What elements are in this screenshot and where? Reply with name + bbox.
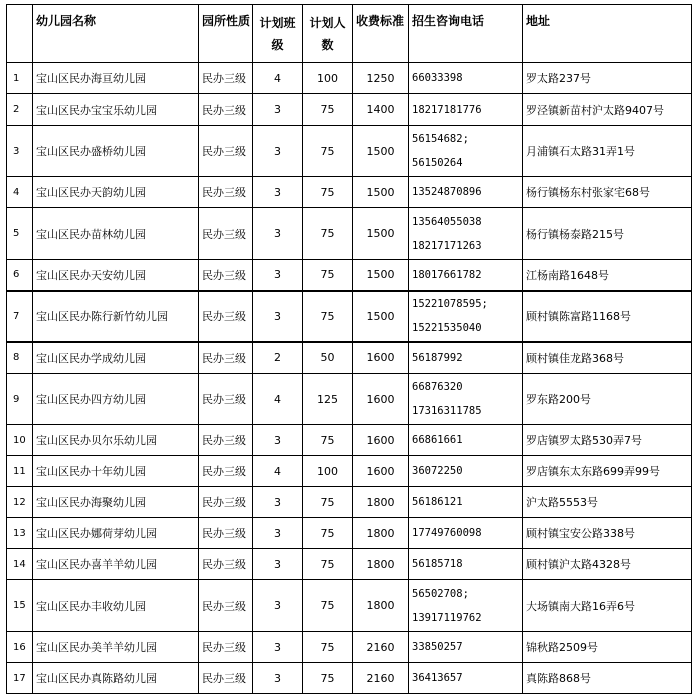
consult-phone [409, 549, 523, 580]
consult-phone [409, 663, 523, 694]
phone-number: 66876320 [412, 381, 463, 393]
fee-standard: 1600 [353, 374, 409, 425]
planned-people: 75 [303, 580, 353, 632]
phone-number: 18217181776 [412, 103, 482, 116]
fee-standard: 1800 [353, 580, 409, 632]
kindergarten-type: 民办三级 [199, 374, 253, 425]
table-row [7, 126, 692, 177]
planned-classes: 3 [253, 208, 303, 260]
table-row [7, 374, 692, 425]
phone-number: 56186121 [412, 496, 463, 508]
header-people [303, 5, 353, 63]
kindergarten-name: 宝山区民办海聚幼儿园 [33, 487, 199, 518]
kindergarten-type: 民办三级 [199, 260, 253, 291]
planned-classes: 3 [253, 549, 303, 580]
row-number: 7 [7, 291, 33, 342]
table-row [7, 425, 692, 456]
planned-classes: 4 [253, 374, 303, 425]
consult-phone [409, 342, 523, 374]
planned-people: 75 [303, 126, 353, 177]
fee-standard: 1500 [353, 126, 409, 177]
phone-number: 33850257 [412, 641, 463, 653]
row-number: 5 [7, 208, 33, 260]
planned-people: 75 [303, 663, 353, 694]
address: 真陈路868号 [523, 663, 692, 694]
planned-people: 75 [303, 94, 353, 126]
phone-number: 56154682; [412, 133, 469, 145]
phone-number: 15221535040 [412, 322, 482, 334]
kindergarten-name: 宝山区民办海亘幼儿园 [33, 63, 199, 94]
kindergarten-type: 民办三级 [199, 663, 253, 694]
address: 月浦镇石太路31弄1号 [523, 126, 692, 177]
consult-phone [409, 487, 523, 518]
planned-people: 50 [303, 342, 353, 374]
address: 罗东路200号 [523, 374, 692, 425]
phone-number: 56502708; [412, 587, 469, 600]
kindergarten-name: 宝山区民办贝尔乐幼儿园 [33, 425, 199, 456]
kindergarten-type: 民办三级 [199, 208, 253, 260]
address: 顾村镇佳龙路368号 [523, 342, 692, 374]
planned-classes: 3 [253, 663, 303, 694]
kindergarten-name: 宝山区民办宝宝乐幼儿园 [33, 94, 199, 126]
fee-standard: 1500 [353, 177, 409, 208]
planned-people: 125 [303, 374, 353, 425]
header-name: 幼儿园名称 [33, 5, 199, 63]
row-number: 17 [7, 663, 33, 694]
kindergarten-type: 民办三级 [199, 425, 253, 456]
kindergarten-type: 民办三级 [199, 177, 253, 208]
consult-phone [409, 177, 523, 208]
consult-phone [409, 126, 523, 177]
row-number: 11 [7, 456, 33, 487]
address: 罗泾镇新苗村沪太路9407号 [523, 94, 692, 126]
header-classes-line1: 计划班 [259, 15, 296, 30]
table-row [7, 580, 692, 632]
header-classes-line2: 级 [271, 37, 284, 52]
kindergarten-name: 宝山区民办娜荷芽幼儿园 [33, 518, 199, 549]
header-index [7, 5, 33, 63]
table-row [7, 549, 692, 580]
table-row [7, 663, 692, 694]
kindergarten-name: 宝山区民办盛桥幼儿园 [33, 126, 199, 177]
fee-standard: 1800 [353, 549, 409, 580]
kindergarten-table [6, 4, 692, 694]
planned-people: 100 [303, 456, 353, 487]
row-number: 9 [7, 374, 33, 425]
phone-number: 56187992 [412, 351, 463, 364]
phone-number: 17316311785 [412, 405, 482, 417]
row-number: 4 [7, 177, 33, 208]
table-row [7, 518, 692, 549]
fee-standard: 1500 [353, 291, 409, 342]
fee-standard: 2160 [353, 632, 409, 663]
table-row [7, 456, 692, 487]
phone-number: 56150264 [412, 157, 463, 169]
kindergarten-type: 民办三级 [199, 342, 253, 374]
table-row [7, 63, 692, 94]
planned-people: 75 [303, 260, 353, 291]
fee-standard: 1600 [353, 425, 409, 456]
planned-classes: 3 [253, 260, 303, 291]
row-number: 2 [7, 94, 33, 126]
kindergarten-name: 宝山区民办天韵幼儿园 [33, 177, 199, 208]
phone-number: 13524870896 [412, 186, 482, 198]
fee-standard: 1600 [353, 342, 409, 374]
planned-classes: 3 [253, 177, 303, 208]
fee-standard: 1250 [353, 63, 409, 94]
fee-standard: 1800 [353, 518, 409, 549]
planned-people: 75 [303, 177, 353, 208]
consult-phone [409, 518, 523, 549]
kindergarten-name: 宝山区民办陈行新竹幼儿园 [33, 291, 199, 342]
consult-phone [409, 208, 523, 260]
planned-classes: 4 [253, 63, 303, 94]
kindergarten-name: 宝山区民办喜羊羊幼儿园 [33, 549, 199, 580]
planned-people: 75 [303, 487, 353, 518]
planned-classes: 2 [253, 342, 303, 374]
fee-standard: 1500 [353, 208, 409, 260]
consult-phone [409, 580, 523, 632]
fee-standard: 2160 [353, 663, 409, 694]
kindergarten-name: 宝山区民办四方幼儿园 [33, 374, 199, 425]
header-phone: 招生咨询电话 [409, 5, 523, 63]
header-row [7, 5, 692, 63]
phone-number: 15221078595; [412, 298, 488, 310]
header-classes [253, 5, 303, 63]
address: 顾村镇沪太路4328号 [523, 549, 692, 580]
fee-standard: 1600 [353, 456, 409, 487]
address: 顾村镇陈富路1168号 [523, 291, 692, 342]
consult-phone [409, 94, 523, 126]
planned-people: 100 [303, 63, 353, 94]
planned-people: 75 [303, 632, 353, 663]
kindergarten-name: 宝山区民办真陈路幼儿园 [33, 663, 199, 694]
table-row [7, 632, 692, 663]
planned-people: 75 [303, 208, 353, 260]
kindergarten-type: 民办三级 [199, 456, 253, 487]
kindergarten-name: 宝山区民办苗林幼儿园 [33, 208, 199, 260]
phone-number: 17749760098 [412, 527, 482, 539]
kindergarten-type: 民办三级 [199, 518, 253, 549]
consult-phone [409, 456, 523, 487]
phone-number: 13917119762 [412, 611, 482, 624]
address: 锦秋路2509号 [523, 632, 692, 663]
consult-phone [409, 425, 523, 456]
table-row [7, 177, 692, 208]
header-people-line2: 数 [321, 37, 334, 52]
kindergarten-type: 民办三级 [199, 126, 253, 177]
kindergarten-type: 民办三级 [199, 632, 253, 663]
planned-classes: 3 [253, 126, 303, 177]
kindergarten-name: 宝山区民办美羊羊幼儿园 [33, 632, 199, 663]
phone-number: 56185718 [412, 558, 463, 570]
table-body [7, 63, 692, 694]
consult-phone [409, 63, 523, 94]
phone-number: 36072250 [412, 465, 463, 477]
planned-classes: 3 [253, 518, 303, 549]
planned-classes: 3 [253, 487, 303, 518]
row-number: 1 [7, 63, 33, 94]
planned-classes: 3 [253, 94, 303, 126]
planned-classes: 3 [253, 425, 303, 456]
consult-phone [409, 374, 523, 425]
row-number: 3 [7, 126, 33, 177]
address: 罗店镇罗太路530弄7号 [523, 425, 692, 456]
address: 江杨南路1648号 [523, 260, 692, 291]
address: 罗太路237号 [523, 63, 692, 94]
kindergarten-name: 宝山区民办十年幼儿园 [33, 456, 199, 487]
phone-number: 36413657 [412, 672, 463, 684]
address: 沪太路5553号 [523, 487, 692, 518]
planned-people: 75 [303, 291, 353, 342]
address: 大场镇南大路16弄6号 [523, 580, 692, 632]
row-number: 13 [7, 518, 33, 549]
planned-people: 75 [303, 425, 353, 456]
planned-classes: 3 [253, 291, 303, 342]
fee-standard: 1500 [353, 260, 409, 291]
table-row [7, 260, 692, 291]
table-row [7, 208, 692, 260]
row-number: 8 [7, 342, 33, 374]
phone-number: 66861661 [412, 434, 463, 446]
kindergarten-type: 民办三级 [199, 487, 253, 518]
address: 杨行镇杨泰路215号 [523, 208, 692, 260]
phone-number: 18017661782 [412, 268, 482, 281]
fee-standard: 1800 [353, 487, 409, 518]
planned-classes: 3 [253, 580, 303, 632]
consult-phone [409, 260, 523, 291]
kindergarten-name: 宝山区民办天安幼儿园 [33, 260, 199, 291]
row-number: 6 [7, 260, 33, 291]
table-row [7, 94, 692, 126]
planned-classes: 4 [253, 456, 303, 487]
phone-number: 13564055038 [412, 215, 482, 228]
header-fee: 收费标准 [353, 5, 409, 63]
row-number: 12 [7, 487, 33, 518]
planned-people: 75 [303, 518, 353, 549]
table-row [7, 487, 692, 518]
kindergarten-type: 民办三级 [199, 63, 253, 94]
phone-number: 66033398 [412, 72, 463, 84]
address: 罗店镇东太东路699弄99号 [523, 456, 692, 487]
row-number: 16 [7, 632, 33, 663]
header-type: 园所性质 [199, 5, 253, 63]
table-row [7, 342, 692, 374]
row-number: 14 [7, 549, 33, 580]
fee-standard: 1400 [353, 94, 409, 126]
row-number: 10 [7, 425, 33, 456]
planned-classes: 3 [253, 632, 303, 663]
planned-people: 75 [303, 549, 353, 580]
phone-number: 18217171263 [412, 239, 482, 252]
header-people-line1: 计划人 [309, 15, 346, 30]
address: 顾村镇宝安公路338号 [523, 518, 692, 549]
kindergarten-type: 民办三级 [199, 291, 253, 342]
kindergarten-type: 民办三级 [199, 580, 253, 632]
consult-phone [409, 632, 523, 663]
kindergarten-name: 宝山区民办学成幼儿园 [33, 342, 199, 374]
consult-phone [409, 291, 523, 342]
kindergarten-type: 民办三级 [199, 549, 253, 580]
kindergarten-type: 民办三级 [199, 94, 253, 126]
header-address: 地址 [523, 5, 692, 63]
row-number: 15 [7, 580, 33, 632]
kindergarten-name: 宝山区民办丰收幼儿园 [33, 580, 199, 632]
address: 杨行镇杨东村张家宅68号 [523, 177, 692, 208]
table-row [7, 291, 692, 342]
